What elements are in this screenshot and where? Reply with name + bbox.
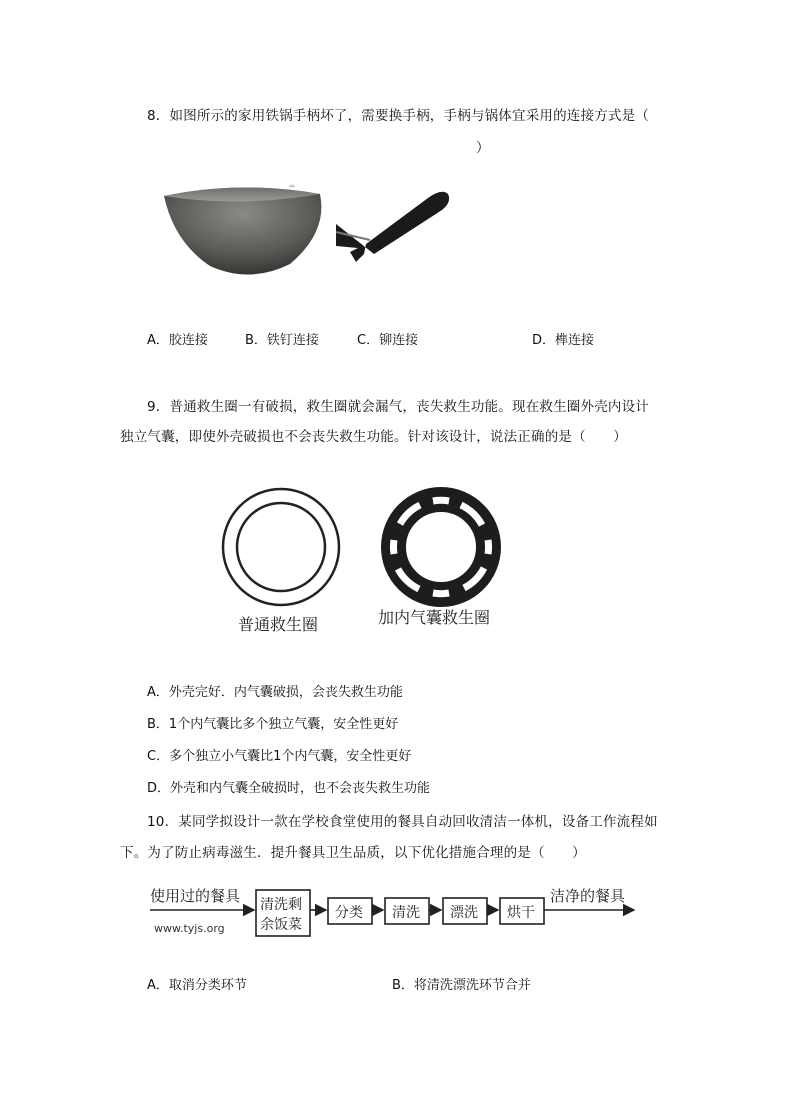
q8-stem-close: ） (476, 140, 490, 156)
flow-step-1-line2: 余饭菜 (260, 917, 302, 933)
handle-icon (336, 192, 449, 262)
q10-option-a: A．取消分类环节 (147, 978, 247, 993)
airbag-lifebuoy-icon (381, 487, 501, 607)
ordinary-lifebuoy-icon (223, 489, 339, 605)
q9-stem-line1: 9．普通救生圈一有破损，救生圈就会漏气，丧失救生功能。现在救生圈外壳内设计 (147, 399, 649, 415)
q10-option-b: B．将清洗漂洗环节合并 (392, 978, 531, 993)
lifebuoy-figure (215, 470, 535, 645)
q8-stem: 8．如图所示的家用铁锅手柄坏了，需要换手柄，手柄与锅体宜采用的连接方式是（ (147, 108, 649, 124)
flow-step-1-line1: 清洗剩 (260, 897, 302, 913)
q9-option-b: B．1个内气囊比多个独立气囊，安全性更好 (147, 717, 399, 732)
flow-end-label: 洁净的餐具 (550, 887, 626, 905)
flow-step-3: 清洗 (392, 905, 420, 921)
flow-step-4: 漂洗 (450, 905, 478, 921)
airbag-lifebuoy-label: 加内气囊救生圈 (378, 608, 491, 627)
workflow-figure (148, 880, 648, 950)
q9-option-a: A．外壳完好．内气囊破损，会丧失救生功能 (147, 685, 403, 700)
q9-option-c: C．多个独立小气囊比1个内气囊，安全性更好 (147, 749, 412, 764)
q9-option-d: D．外壳和内气囊全破损时，也不会丧失救生功能 (147, 781, 431, 796)
q9-stem-line2: 独立气囊，即使外壳破损也不会丧失救生功能。针对该设计，说法正确的是（ ） (120, 429, 627, 445)
q8-option-a: A．胶连接 (147, 333, 208, 348)
q8-option-d: D．榫连接 (532, 333, 595, 348)
flow-start-label: 使用过的餐具 (150, 887, 241, 905)
wok-icon (164, 185, 321, 275)
q10-stem-line2: 下。为了防止病毒滋生．提升餐具卫生品质，以下优化措施合理的是（ ） (120, 845, 586, 861)
flow-step-2: 分类 (335, 905, 363, 921)
ordinary-lifebuoy-label: 普通救生圈 (238, 615, 319, 634)
q8-option-c: C．铆连接 (357, 333, 419, 348)
wok-and-handle-figure (160, 180, 480, 290)
flow-watermark: www.tyjs.org (154, 922, 225, 935)
flow-step-5: 烘干 (507, 905, 535, 921)
q8-option-b: B．铁钉连接 (245, 333, 319, 348)
q10-stem-line1: 10．某同学拟设计一款在学校食堂使用的餐具自动回收清洁一体机，设备工作流程如 (147, 814, 658, 830)
